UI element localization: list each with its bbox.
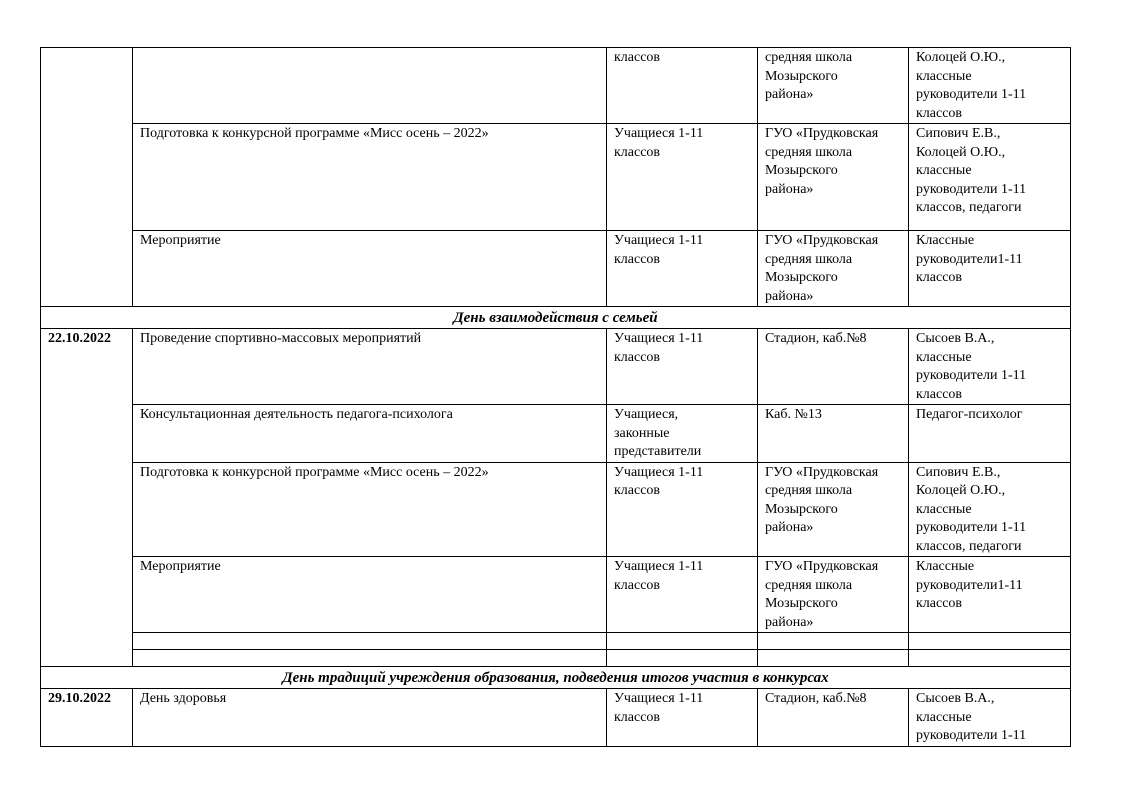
place-cell: Стадион, каб.№8 (758, 329, 909, 405)
table-row (41, 405, 1071, 463)
table-row (41, 557, 1071, 633)
table-row (41, 48, 1071, 124)
responsible-cell: Классные руководители1-11 классов (909, 557, 1071, 633)
section-heading: День традиций учреждения образования, подведения итогов участия в конкурсах (41, 667, 1071, 689)
participants-cell: Учащиеся 1-11 классов (607, 689, 758, 747)
responsible-cell (909, 650, 1071, 667)
table-row (41, 231, 1071, 307)
participants-cell: Учащиеся, законные представители (607, 405, 758, 463)
place-cell: Стадион, каб.№8 (758, 689, 909, 747)
responsible-cell: Сысоев В.А., классные руководители 1-11 (909, 689, 1071, 747)
responsible-cell: Колоцей О.Ю., классные руководители 1-11 классов (909, 48, 1071, 124)
event-cell: Подготовка к конкурсной программе «Мисс осень – 2022» (133, 124, 607, 231)
responsible-cell: Сысоев В.А., классные руководители 1-11 классов (909, 329, 1071, 405)
empty-row (41, 633, 1071, 650)
table-row (41, 462, 1071, 557)
responsible-cell: Классные руководители1-11 классов (909, 231, 1071, 307)
section-row (41, 307, 1071, 329)
participants-cell: Учащиеся 1-11 классов (607, 124, 758, 231)
event-cell: Мероприятие (133, 557, 607, 633)
event-cell: Консультационная деятельность педагога-психолога (133, 405, 607, 463)
place-cell (758, 650, 909, 667)
place-cell: ГУО «Прудковская средняя школа Мозырского района» (758, 557, 909, 633)
participants-cell: Учащиеся 1-11 классов (607, 329, 758, 405)
section-row (41, 667, 1071, 689)
participants-cell (607, 633, 758, 650)
participants-cell: классов (607, 48, 758, 124)
table-row (41, 329, 1071, 405)
responsible-cell: Сипович Е.В., Колоцей О.Ю., классные руководители 1-11 классов, педагоги (909, 124, 1071, 231)
empty-row (41, 650, 1071, 667)
place-cell: ГУО «Прудковская средняя школа Мозырского района» (758, 124, 909, 231)
event-cell (133, 650, 607, 667)
event-cell: Мероприятие (133, 231, 607, 307)
event-cell (133, 48, 607, 124)
participants-cell: Учащиеся 1-11 классов (607, 462, 758, 557)
responsible-cell: Педагог-психолог (909, 405, 1071, 463)
event-cell: Проведение спортивно-массовых мероприятий (133, 329, 607, 405)
event-plan-table (40, 47, 1071, 747)
place-cell: ГУО «Прудковская средняя школа Мозырского района» (758, 462, 909, 557)
responsible-cell (909, 633, 1071, 650)
date-cell: 29.10.2022 (41, 689, 133, 747)
participants-cell (607, 650, 758, 667)
section-heading: День взаимодействия с семьей (41, 307, 1071, 329)
date-cell: 22.10.2022 (41, 329, 133, 667)
event-cell: Подготовка к конкурсной программе «Мисс осень – 2022» (133, 462, 607, 557)
table-row (41, 124, 1071, 231)
event-cell (133, 633, 607, 650)
place-cell: ГУО «Прудковская средняя школа Мозырского района» (758, 231, 909, 307)
responsible-cell: Сипович Е.В., Колоцей О.Ю., классные руководители 1-11 классов, педагоги (909, 462, 1071, 557)
place-cell (758, 633, 909, 650)
place-cell: Каб. №13 (758, 405, 909, 463)
participants-cell: Учащиеся 1-11 классов (607, 231, 758, 307)
table-row (41, 689, 1071, 747)
event-cell: День здоровья (133, 689, 607, 747)
place-cell: средняя школа Мозырского района» (758, 48, 909, 124)
date-cell (41, 48, 133, 307)
participants-cell: Учащиеся 1-11 классов (607, 557, 758, 633)
